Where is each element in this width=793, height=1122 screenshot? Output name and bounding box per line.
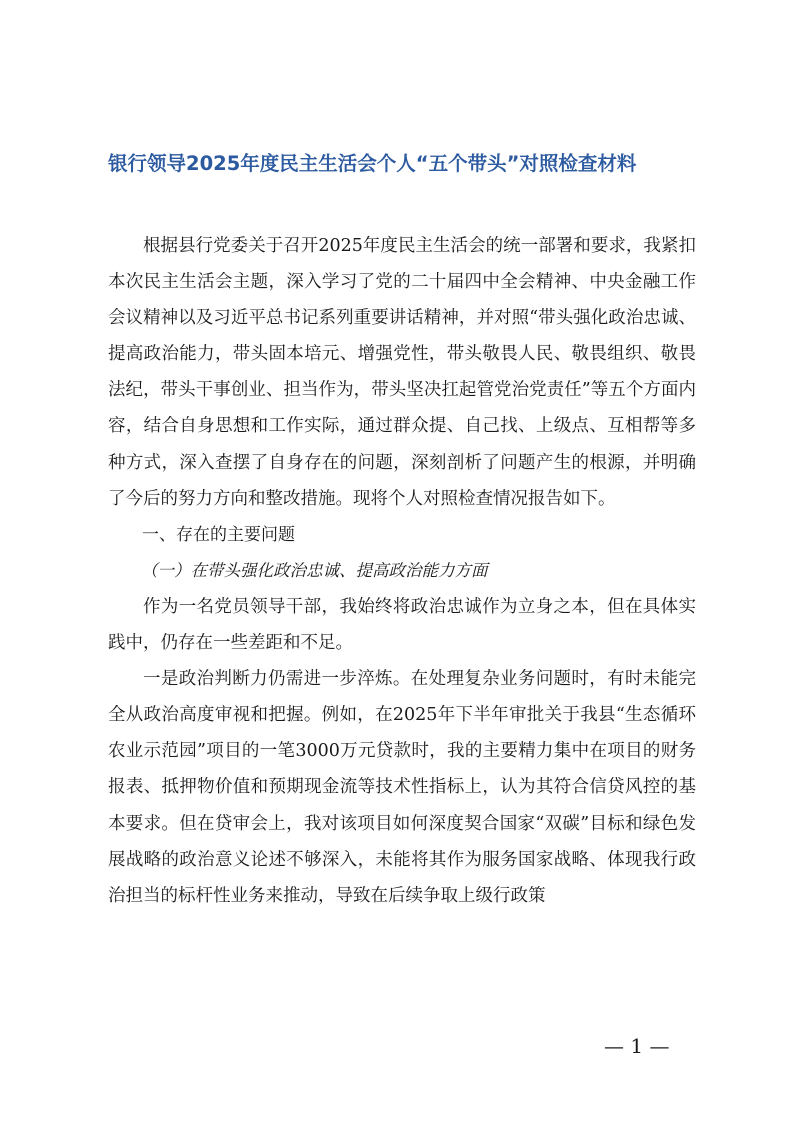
body-paragraph: 作为一名党员领导干部，我始终将政治忠诚作为立身之本，但在具体实践中，仍存在一些差距和不足。 <box>108 596 696 654</box>
document-title: 银行领导2025年度民主生活会个人“五个带头”对照检查材料 <box>108 152 637 175</box>
subsection-heading: （一）在带头强化政治忠诚、提高政治能力方面 <box>141 560 488 580</box>
intro-paragraph: 根据县行党委关于召开2025年度民主生活会的统一部署和要求，我紧扣本次民主生活会主题，深入学习了党的二十届四中全会精神、中央金融工作会议精神以及习近平总书记系列重要讲话精神，并对照“带头强化政治忠诚、提高政治能力，带头固本培元、增强党性，带头敬畏人民、敬畏组织、敬畏法纪，带头干事创业、担当作为，带头坚决扛起管党治党责任”等五个方面内容，结合自身思想和工作实际，通过群众提、自己找、上级点、互相帮等多种方式，深入查摆了自身存在的问题，深刻剖析了问题产生的根源，并明确了今后的努力方向和整改措施。现将个人对照检查情况报告如下。 <box>108 236 696 509</box>
body-paragraph: 一是政治判断力仍需进一步淬炼。在处理复杂业务问题时，有时未能完全从政治高度审视和把握。例如，在2025年下半年审批关于我县“生态循环农业示范园”项目的一笔3000万元贷款时，我的主要精力集中在项目的财务报表、抵押物价值和预期现金流等技术性指标上，认为其符合信贷风控的基本要求。但在贷审会上，我对该项目如何深度契合国家“双碳”目标和绿色发展战略的政治意义论述不够深入，未能将其作为服务国家战略、体现我行政治担当的标杆性业务来推动，导致在后续争取上级行政策 <box>108 669 696 906</box>
document-body <box>108 228 696 914</box>
section-heading: 一、存在的主要问题 <box>142 524 295 545</box>
page-number: — 1 — <box>604 1034 670 1058</box>
